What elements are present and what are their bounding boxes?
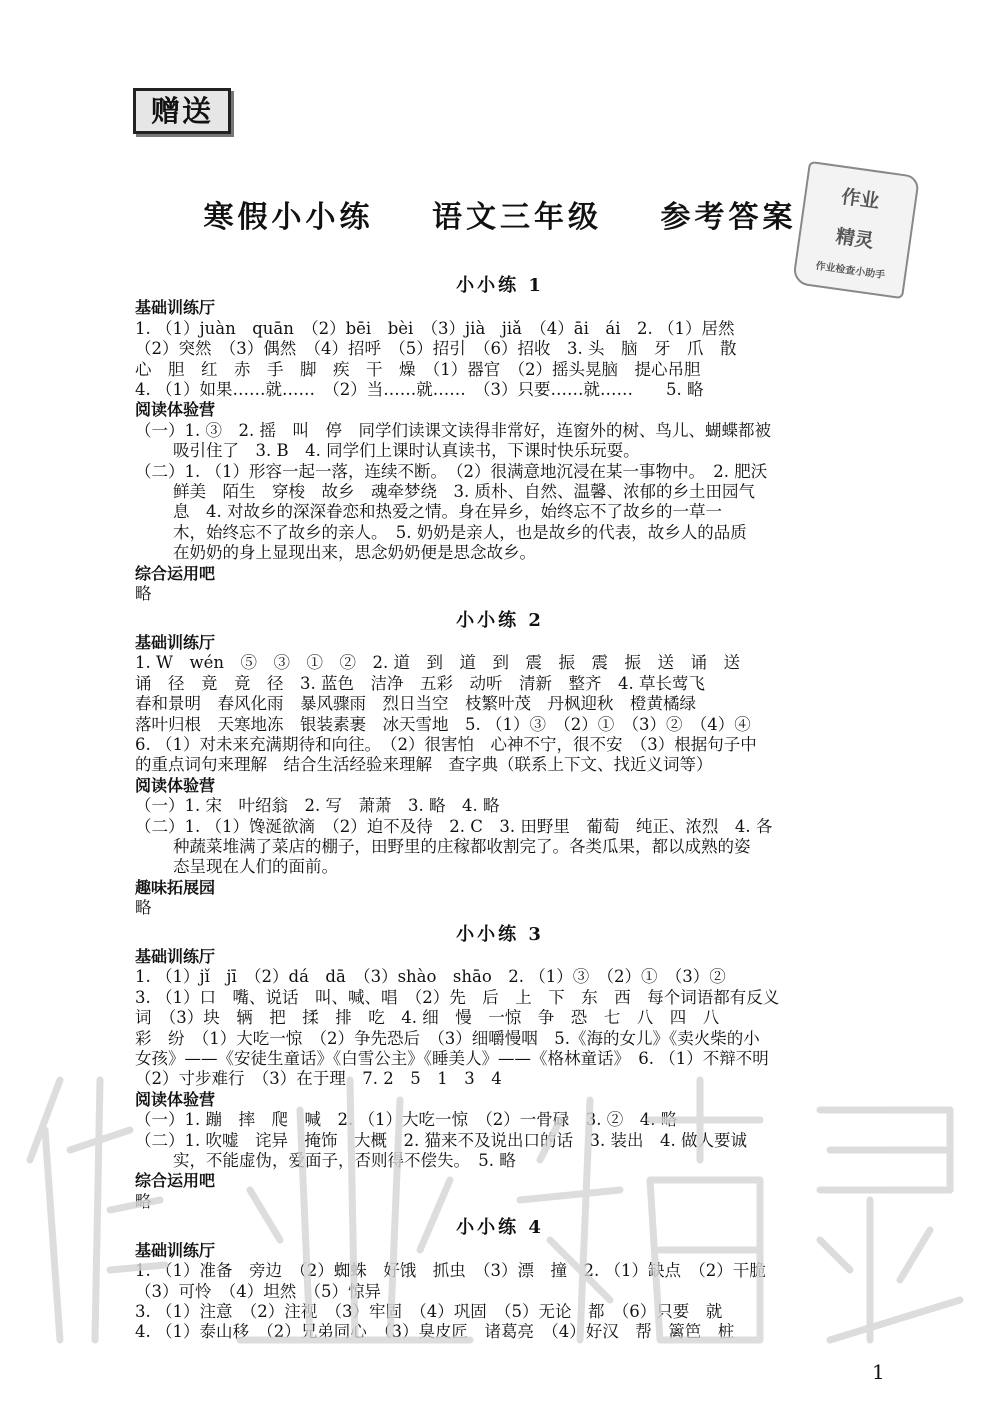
answer-line: 6. （1）对未来充满期待和向往。 （2）很害怕 心神不宁，很不安 （3）根据句子中 bbox=[135, 734, 757, 754]
answer-line: 1. （1）juàn quān （2）bēi bèi （3）jià jiǎ （4）āi ái 2. （1）居然 bbox=[135, 318, 735, 338]
subsection-heading: 综合运用吧 bbox=[135, 563, 216, 583]
subsection-heading: 基础训练厅 bbox=[135, 1240, 216, 1260]
answer-line: 在奶奶的身上显现出来，思念奶奶便是思念故乡。 bbox=[173, 543, 536, 563]
seal-line-2: 精灵 bbox=[834, 225, 876, 253]
answer-line: 诵 径 竟 竟 径 3. 蓝色 洁净 五彩 动听 清新 整齐 4. 草长莺飞 bbox=[135, 673, 705, 693]
subsection-heading: 基础训练厅 bbox=[135, 947, 216, 966]
answer-line: 4. （1）如果……就…… （2）当……就…… （3）只要……就…… 5. 略 bbox=[135, 380, 704, 400]
title-part-1: 寒假小小练 bbox=[203, 200, 374, 235]
subsection-heading: 基础训练厅 bbox=[135, 298, 216, 318]
answer-line: 3. （1）口 嘴、说话 叫、喊、唱 （2）先 后 上 下 东 西 每个词语都有反义 bbox=[135, 987, 780, 1007]
answer-line: 的重点词句来理解 结合生活经验来理解 查字典（联系上下文、找近义词等） bbox=[135, 755, 713, 775]
answer-line: （二）1. （1）形容一起一落，连续不断。 （2）很满意地沉浸在某一事物中。 2. 肥沃 bbox=[135, 461, 768, 481]
answer-line: 略 bbox=[135, 898, 152, 918]
subsection-heading: 阅读体验营 bbox=[135, 1089, 216, 1109]
title-part-3: 参考答案 bbox=[660, 200, 797, 235]
subsection-heading: 阅读体验营 bbox=[135, 400, 216, 420]
answer-line: 3. （1）注意 （2）注视 （3）牢固 （4）巩固 （5）无论 都 （6）只要 就 bbox=[135, 1301, 723, 1321]
answer-line: 1. W wén ⑤ ③ ① ② 2. 道 到 道 到 震 振 震 振 送 诵 送 bbox=[135, 653, 740, 673]
answer-line: 息 4. 对故乡的深深眷恋和热爱之情。身在异乡，始终忘不了故乡的一草一 bbox=[173, 502, 722, 522]
answer-content bbox=[135, 270, 865, 1343]
answer-line: 木，始终忘不了故乡的亲人。 5. 奶奶是亲人，也是故乡的代表，故乡人的品质 bbox=[173, 522, 747, 542]
section-heading: 小小练 4 bbox=[456, 1217, 544, 1239]
subsection-heading: 趣味拓展园 bbox=[135, 877, 216, 897]
answer-line: （二）1. （1）馋涎欲滴 （2）迫不及待 2. C 3. 田野里 葡萄 纯正、浓烈 4. 各 bbox=[135, 816, 773, 836]
answer-line: 春和景明 春风化雨 暴风骤雨 烈日当空 枝繁叶茂 丹枫迎秋 橙黄橘绿 bbox=[135, 694, 696, 714]
answer-line: （一）1. ③ 2. 摇 叫 停 同学们读课文读得非常好，连窗外的树、鸟儿、蝴蝶都被 bbox=[135, 420, 771, 440]
answer-line: 词 （3）块 辆 把 揉 排 吃 4. 细 慢 一惊 争 恐 七 八 四 八 bbox=[135, 1008, 720, 1028]
answer-line: （2）突然 （3）偶然 （4）招呼 （5）招引 （6）招收 3. 头 脑 牙 爪 散 bbox=[135, 339, 737, 359]
answer-line: 种蔬菜堆满了菜店的棚子，田野里的庄稼都收割完了。各类瓜果，都以成熟的姿 bbox=[173, 836, 751, 856]
answer-line: 1. （1）jǐ jī （2）dá dā （3）shào shāo 2. （1）③ （2）① （3）② bbox=[135, 967, 726, 987]
answer-line: 心 胆 红 赤 手 脚 疾 干 燥 （1）器官 （2）摇头晃脑 提心吊胆 bbox=[135, 359, 701, 379]
answer-line: （二）1. 吹嘘 诧异 掩饰 大概 2. 猫来不及说出口的话 3. 装出 4. 做人要诚 bbox=[135, 1130, 747, 1150]
answer-line: 女孩》——《安徒生童话》《白雪公主》《睡美人》——《格林童话》 6. （1）不辩不明 bbox=[135, 1049, 769, 1069]
section-heading: 小小练 3 bbox=[456, 923, 544, 945]
answer-line: 略 bbox=[135, 584, 152, 604]
answer-line: 1. （1）准备 旁边 （2）蜘蛛 好饿 抓虫 （3）漂 撞 2. （1）缺点 （2）干脆 bbox=[135, 1261, 766, 1281]
section-heading: 小小练 2 bbox=[456, 609, 544, 631]
subsection-heading: 基础训练厅 bbox=[135, 632, 216, 652]
subsection-heading: 阅读体验营 bbox=[135, 775, 216, 795]
answer-line: （一）1. 宋 叶绍翁 2. 写 萧萧 3. 略 4. 略 bbox=[135, 796, 500, 816]
answer-line: 态呈现在人们的面前。 bbox=[173, 857, 338, 877]
answer-line: （2）寸步难行 （3）在于理 7. 2 5 1 3 4 bbox=[135, 1069, 502, 1089]
subsection-heading: 综合运用吧 bbox=[135, 1171, 216, 1191]
answer-line: （一）1. 蹦 摔 爬 喊 2. （1）大吃一惊 （2）一骨碌 3. ② 4. 略 bbox=[135, 1110, 678, 1130]
section-heading: 小小练 1 bbox=[456, 275, 544, 296]
gift-stamp: 赠送 bbox=[133, 88, 231, 134]
answer-line: 吸引住了 3. B 4. 同学们上课时认真读书，下课时快乐玩耍。 bbox=[173, 441, 640, 461]
answer-line: 略 bbox=[135, 1191, 152, 1211]
answer-line: 鲜美 陌生 穿梭 故乡 魂牵梦绕 3. 质朴、自然、温馨、浓郁的乡土田园气 bbox=[173, 482, 755, 502]
seal-line-3: 作业检查小助手 bbox=[814, 260, 886, 282]
answer-line: 实，不能虚伪，爱面子，否则得不偿失。 5. 略 bbox=[173, 1151, 516, 1171]
page-number: 1 bbox=[872, 1360, 885, 1384]
answer-line: （3）可怜 （4）坦然 （5）惊异 bbox=[135, 1281, 381, 1301]
answer-line: 彩 纷 （1）大吃一惊 （2）争先恐后 （3）细嚼慢咽 5.《海的女儿》《卖火柴的小 bbox=[135, 1028, 760, 1048]
seal-line-1: 作业 bbox=[839, 185, 881, 213]
title-part-2: 语文三年级 bbox=[432, 200, 602, 235]
answer-line: 4. （1）泰山移 （2）兄弟同心 （3）臭皮匠 诸葛亮 （4）好汉 帮 篱笆 桩 bbox=[135, 1322, 735, 1342]
answer-line: 落叶归根 天寒地冻 银装素裹 冰天雪地 5. （1）③ （2）① （3）② （4）④ bbox=[135, 714, 751, 734]
